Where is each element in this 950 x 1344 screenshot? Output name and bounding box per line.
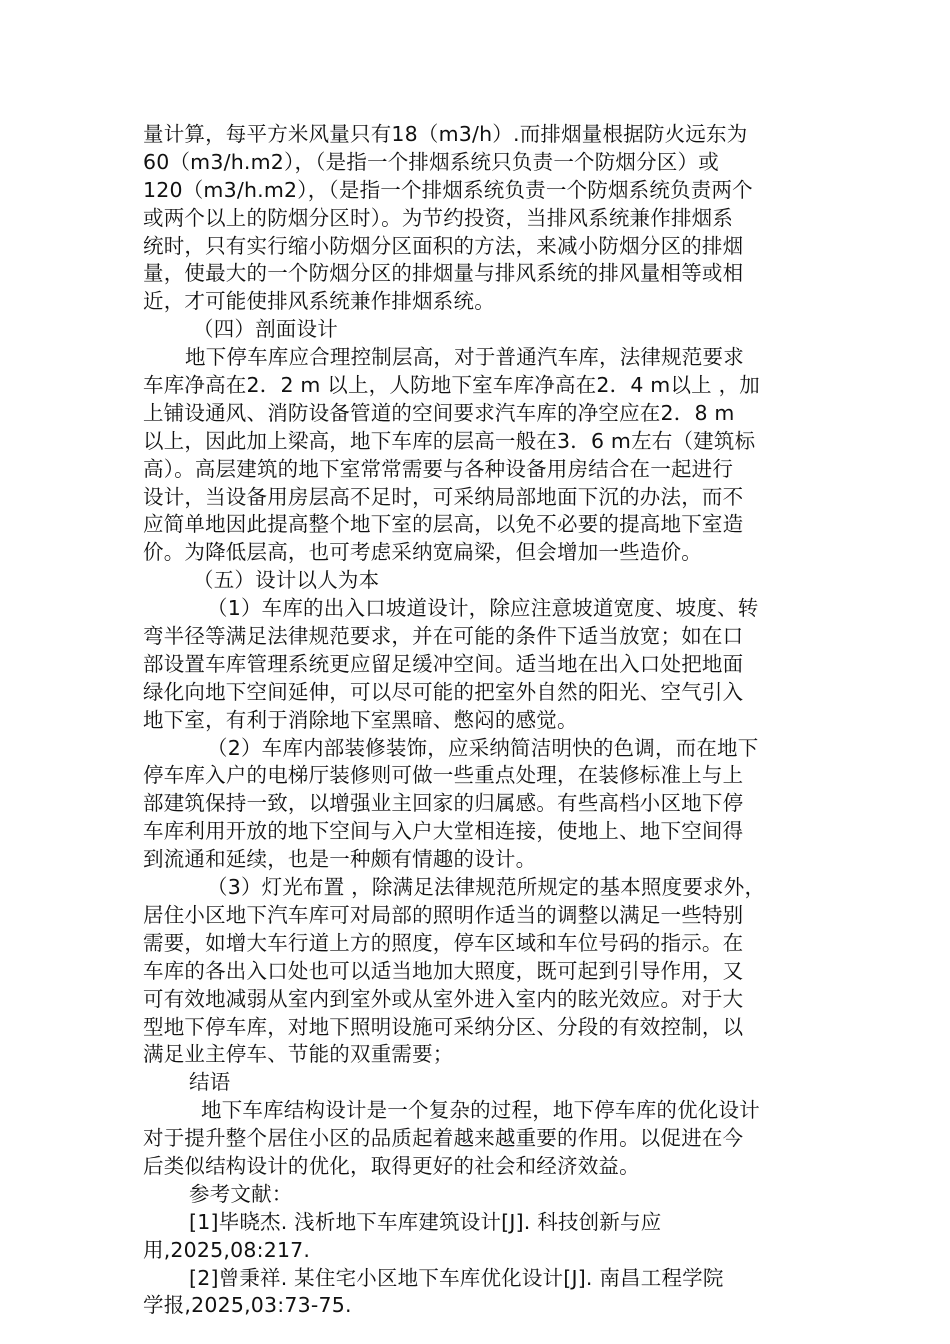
text-line: 120（m3/h.m2），（是指一个排烟系统负责一个防烟系统负责两个 (143, 177, 753, 202)
text-line: 到流通和延续，也是一种颇有情趣的设计。 (143, 847, 537, 872)
text-line: 部设置车库管理系统更应留足缓冲空间。适当地在出入口处把地面 (143, 651, 744, 676)
text-line: 参考文献： (189, 1181, 293, 1206)
text-line: 结语 (189, 1070, 231, 1095)
text-line: 量，使最大的一个防烟分区的排烟量与排风系统的排风量相等或相 (143, 261, 744, 286)
text-line: 型地下停车库，对地下照明设施可采纳分区、分段的有效控制，以 (143, 1014, 744, 1039)
text-line: 设计，当设备用房层高不足时，可采纳局部地面下沉的办法，而不 (143, 484, 744, 509)
text-line: 学报,2025,03:73-75. (143, 1293, 352, 1318)
text-line: 统时，只有实行缩小防烟分区面积的方法，来减小防烟分区的排烟 (143, 233, 744, 258)
text-line: [2]曾秉祥. 某住宅小区地下车库优化设计[J]. 南昌工程学院 (189, 1265, 724, 1290)
text-line: 价。为降低层高，也可考虑采纳宽扁梁，但会增加一些造价。 (143, 540, 702, 565)
text-line: 高）。高层建筑的地下室常常需要与各种设备用房结合在一起进行 (143, 456, 734, 481)
text-line: 60（m3/h.m2），（是指一个排烟系统只负责一个防烟分区）或 (143, 149, 719, 174)
text-line: 停车库入户的电梯厅装修则可做一些重点处理，在装修标准上与上 (143, 763, 744, 788)
text-line: （四）剖面设计 (193, 317, 338, 342)
text-line: 部建筑保持一致，以增强业主回家的归属感。有些高档小区地下停 (143, 791, 744, 816)
text-line: 绿化向地下空间延伸，可以尽可能的把室外自然的阳光、空气引入 (143, 679, 744, 704)
text-line: 车库利用开放的地下空间与入户大堂相连接，使地上、地下空间得 (143, 819, 744, 844)
text-line: 地下停车库应合理控制层高，对于普通汽车库，法律规范要求 (185, 345, 744, 370)
text-line: 对于提升整个居住小区的品质起着越来越重要的作用。以促进在今 (143, 1126, 744, 1151)
text-line: 后类似结构设计的优化，取得更好的社会和经济效益。 (143, 1153, 640, 1178)
text-line: 地下车库结构设计是一个复杂的过程，地下停车库的优化设计 (201, 1098, 760, 1123)
text-line: （2）车库内部装修装饰，应采纳简洁明快的色调，而在地下 (207, 735, 759, 760)
text-line: （1）车库的出入口坡道设计，除应注意坡道宽度、坡度、转 (207, 596, 759, 621)
text-line: 上铺设通风、消防设备管道的空间要求汽车库的净空应在2．8 m (143, 400, 735, 425)
text-line: 可有效地减弱从室内到室外或从室外进入室内的眩光效应。对于大 (143, 986, 744, 1011)
text-line: 量计算，每平方米风量只有18（m3/h）.而排烟量根据防火远东为 (143, 122, 748, 146)
text-line: （五）设计以人为本 (193, 568, 380, 593)
text-line: 车库净高在2．2 m 以上，人防地下室车库净高在2．4 m以上 ，加 (143, 373, 760, 398)
text-line: [1]毕晓杰. 浅析地下车库建筑设计[J]. 科技创新与应 (189, 1209, 662, 1234)
text-line: 居住小区地下汽车库可对局部的照明作适当的调整以满足一些特别 (143, 902, 744, 927)
text-line: 地下室，有利于消除地下室黑暗、憋闷的感觉。 (143, 707, 578, 732)
text-line: 以上，因此加上梁高，地下车库的层高一般在3．6 m左右（建筑标 (143, 428, 756, 453)
text-line: 满足业主停车、节能的双重需要； (143, 1042, 454, 1067)
text-line: 或两个以上的防烟分区时）。为节约投资，当排风系统兼作排烟系 (143, 205, 734, 230)
text-line: （3）灯光布置 ，除满足法律规范所规定的基本照度要求外， (207, 875, 766, 900)
text-line: 车库的各出入口处也可以适当地加大照度，既可起到引导作用，又 (143, 958, 744, 983)
text-line: 近，才可能使排风系统兼作排烟系统。 (143, 289, 495, 314)
text-line: 用,2025,08:217. (143, 1237, 311, 1262)
document-page (143, 121, 815, 1320)
text-line: 需要，如增大车行道上方的照度，停车区域和车位号码的指示。在 (143, 930, 744, 955)
text-line: 应简单地因此提高整个地下室的层高，以免不必要的提高地下室造 (143, 512, 744, 537)
text-line: 弯半径等满足法律规范要求，并在可能的条件下适当放宽；如在口 (143, 624, 744, 649)
